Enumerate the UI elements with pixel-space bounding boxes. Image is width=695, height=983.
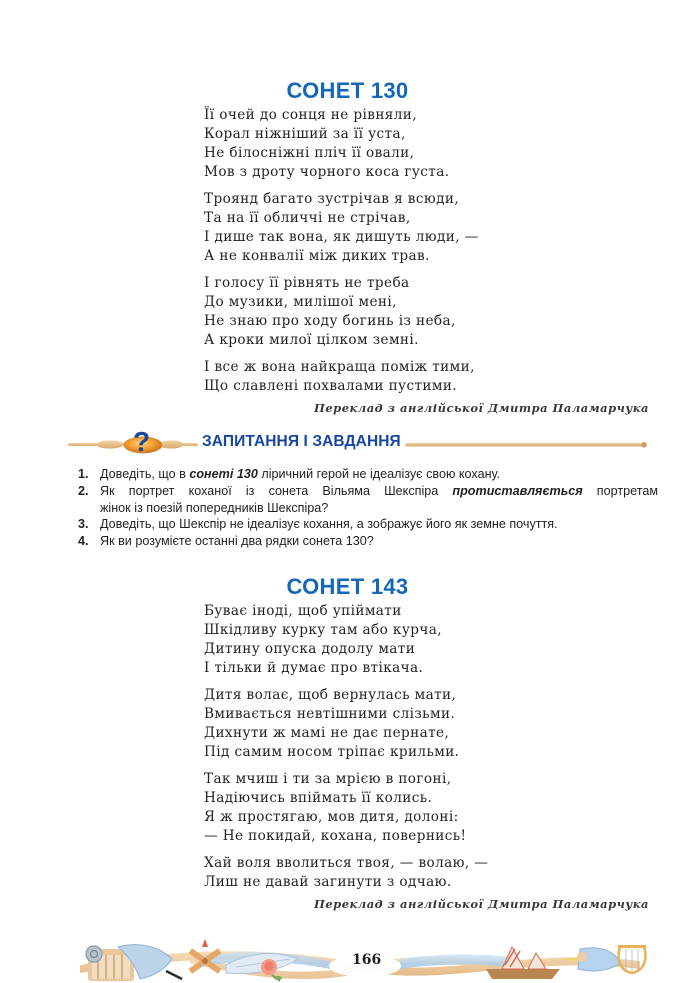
poem-line: Корал ніжніший за її уста,: [204, 126, 406, 142]
poem-line: Лиш не давай загинути з одчаю.: [204, 874, 452, 890]
stanza: [204, 686, 488, 762]
poem-line: Шкідливу курку там або курча,: [204, 622, 442, 638]
stanza: [204, 106, 479, 182]
poem-line: І голосу її рівнять не треба: [204, 275, 410, 291]
question-number: 2.: [78, 483, 89, 498]
question-text: Як ви розумієте останні два рядки сонета 130?: [100, 534, 374, 549]
question-emphasis: сонеті 130: [189, 467, 258, 481]
sonnet-130-translator-credit: Переклад з англійської Дмитра Паламарчука: [313, 401, 649, 415]
question-item: [78, 466, 658, 483]
question-text: Доведіть, що в: [100, 467, 190, 481]
poem-line: Дитя волає, щоб вернулась мати,: [204, 687, 457, 703]
sonnet-130-title: СОНЕТ 130: [286, 78, 409, 103]
poem-line: Та на її обличчі не стрічав,: [204, 210, 411, 226]
poem-line: — Не покидай, кохана, повернись!: [204, 828, 467, 844]
sonnet-130-poem: [204, 106, 479, 404]
question-text: ліричний герой не ідеалізує свою кохану.: [257, 467, 501, 481]
stanza: [204, 190, 479, 266]
poem-line: Не білосніжні пліч її овали,: [204, 145, 415, 161]
poem-line: Я ж простягаю, мов дитя, долоні:: [204, 809, 459, 825]
sonnet-143-poem: [204, 602, 488, 900]
question-emphasis: протиставляється: [452, 483, 583, 498]
questions-section-title: ЗАПИТАННЯ І ЗАВДАННЯ: [202, 433, 401, 450]
poem-line: Надіючись впіймать її колись.: [204, 790, 433, 806]
lyre-icon: [618, 945, 646, 973]
question-item: [78, 516, 658, 533]
question-text-line: [100, 483, 658, 500]
sonnet-143-translator-credit: Переклад з англійської Дмитра Паламарчука: [313, 897, 649, 911]
question-mark-icon: ?: [133, 426, 151, 457]
question-text: Доведіть, що Шекспір не ідеалізує кохання, а зображує його як земне почуття.: [100, 517, 558, 532]
poem-line: Буває іноді, щоб упіймати: [204, 603, 402, 619]
poem-line: Під самим носом тріпає крильми.: [204, 744, 460, 760]
poem-line: А не конвалії між диких трав.: [204, 248, 430, 264]
poem-line: Дитину опуска додолу мати: [204, 641, 416, 657]
sonnet-143-title: СОНЕТ 143: [286, 574, 409, 599]
question-number: 1.: [78, 467, 89, 481]
footer-ornament: [40, 925, 660, 983]
poem-line: Вмивається невтішними слізьми.: [204, 706, 456, 722]
question-item: [78, 533, 658, 550]
poem-line: А кроки милої цілком земні.: [204, 332, 419, 348]
question-item: [78, 483, 658, 517]
stanza: [204, 854, 488, 892]
stanza: [204, 602, 488, 678]
angel-trumpet-icon: [560, 948, 620, 971]
poem-line: Мов з дроту чорного коса густа.: [204, 164, 450, 180]
poem-line: Так мчиш і ти за мрією в погоні,: [204, 771, 452, 787]
poem-line: Що славлені похвалами пустими.: [204, 378, 458, 394]
question-text: Як портрет коханої із сонета Вільяма Шекспіра: [100, 483, 453, 498]
question-number: 4.: [78, 534, 89, 549]
poem-line: Не знаю про ходу богинь із неба,: [204, 313, 456, 329]
question-text-continuation: жінок із поезій попередників Шекспіра?: [100, 500, 329, 515]
poem-line: Її очей до сонця не рівняли,: [204, 107, 417, 123]
question-number: 3.: [78, 517, 89, 532]
page-number: 166: [352, 952, 382, 968]
questions-section-header: [50, 428, 670, 460]
poem-line: Дихнути ж мамі не дає пернате,: [204, 725, 450, 741]
poem-line: І тільки й думає про втікача.: [204, 660, 424, 676]
stanza: [204, 770, 488, 846]
poem-line: Троянд багато зустрічав я всюди,: [204, 191, 460, 207]
questions-list: [78, 466, 658, 550]
stanza: [204, 358, 479, 396]
stanza: [204, 274, 479, 350]
question-text: портретам: [582, 483, 658, 498]
poem-line: І дише так вона, як дишуть люди, —: [204, 229, 479, 245]
poem-line: До музики, милішої мені,: [204, 294, 397, 310]
poem-line: І все ж вона найкраща поміж тими,: [204, 359, 475, 375]
poem-line: Хай воля вволиться твоя, — волаю, —: [204, 855, 489, 871]
